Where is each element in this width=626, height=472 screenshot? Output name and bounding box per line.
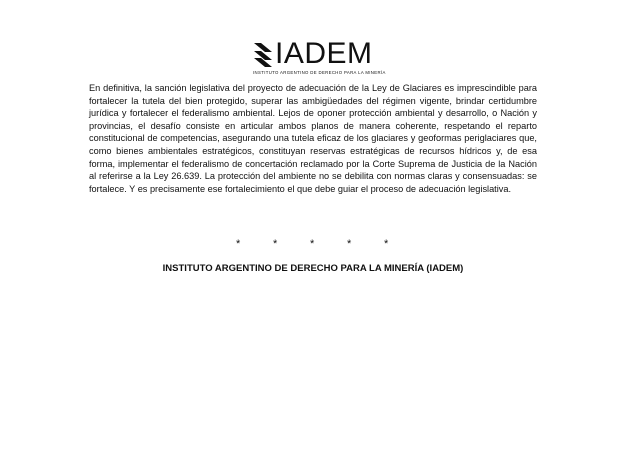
separator-star: *: [310, 238, 315, 250]
signature-line: INSTITUTO ARGENTINO DE DERECHO PARA LA MINERÍA (IADEM): [162, 263, 464, 274]
logo-subtitle: INSTITUTO ARGENTINO DE DERECHO PARA LA MINERÍA: [253, 70, 386, 75]
separator-star: *: [347, 238, 352, 250]
section-separator: [226, 237, 400, 251]
chevron-logo-icon: [253, 42, 273, 68]
separator-star: *: [236, 238, 241, 250]
logo-wordmark: IADEM: [275, 37, 373, 70]
iadem-logo: [253, 37, 386, 78]
separator-star: *: [384, 238, 389, 250]
conclusion-paragraph: En definitiva, la sanción legislativa del proyecto de adecuación de la Ley de Glaciares es imprescindible para fortalecer la tutela del bien protegido, superar las ambigüedades del régimen vigente, brindar certidumbre jurídica y fortalecer el federalismo ambiental. Lejos de oponer protección ambiental y desarrollo, o Nación y provincias, el desafío consiste en articular ambos planos de manera coherente, respetando el reparto constitucional de competencias, asegurando una tutela eficaz de los glaciares y geoformas periglaciares que, como bienes ambientales estratégicos, constituyan reservas estratégicas de recursos hídricos y, de esa forma, implementar el federalismo de concertación reclamado por la Corte Suprema de Justicia de la Nación al referirse a la Ley 26.639. La protección del ambiente no se debilita con normas claras y consensuadas: se fortalece. Y es precisamente ese fortalecimiento el que debe guiar el proceso de adecuación legislativa.: [89, 83, 537, 194]
separator-star: *: [273, 238, 278, 250]
